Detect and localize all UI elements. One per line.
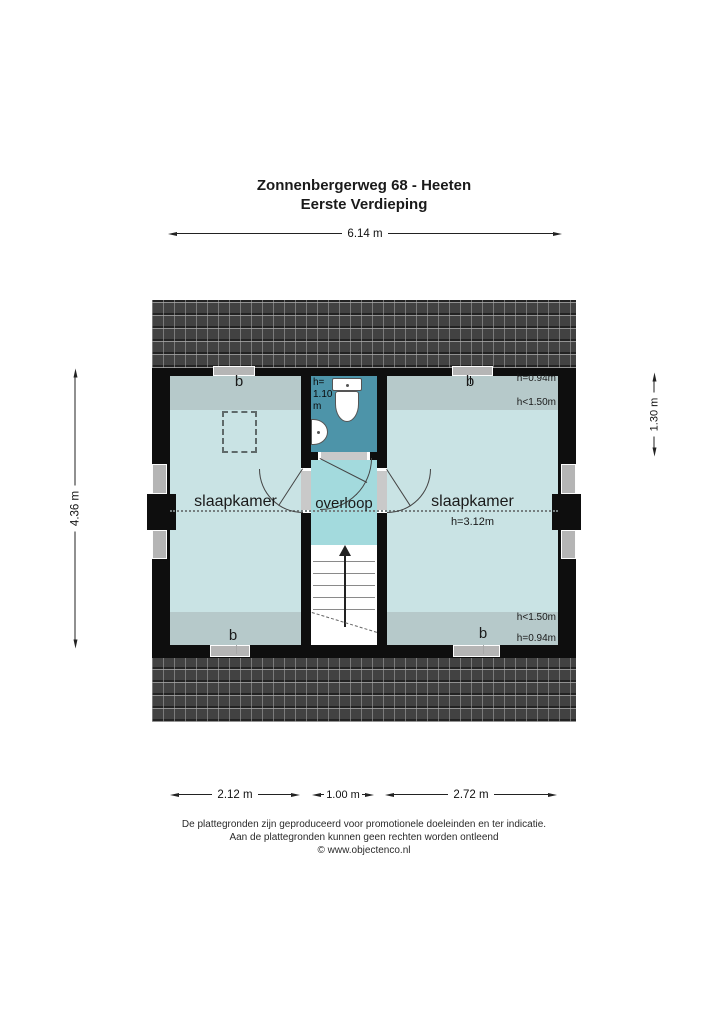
plan-title-floor: Eerste Verdieping	[300, 196, 428, 213]
dimension-right-label: 1.30 m	[648, 397, 660, 432]
skylight-tick	[236, 645, 237, 654]
arrow-right-icon	[291, 793, 300, 797]
dimension-bottom-left-label: 2.12 m	[217, 788, 253, 801]
arrow-left-icon	[652, 448, 656, 457]
height-note-top-eave: h=0.94m	[516, 373, 556, 384]
toilet-icon	[332, 378, 362, 391]
skylight-label-top-left: b	[234, 373, 244, 390]
arrow-right-icon	[365, 793, 374, 797]
roof-top	[152, 300, 576, 368]
dimension-left-label: 4.36 m	[69, 490, 81, 527]
skylight-bottom-right	[453, 645, 500, 657]
disclaimer	[0, 818, 728, 857]
skylight-bottom-left	[210, 645, 250, 657]
up-arrow-head-icon	[339, 545, 351, 556]
arrow-left-icon	[312, 793, 321, 797]
bedroom-right-label: slaapkamer	[431, 493, 514, 510]
dimension-bottom-middle	[312, 788, 374, 801]
skylight-label-bottom-left: b	[228, 627, 238, 644]
arrow-left-icon	[170, 793, 179, 797]
arrow-right-icon	[73, 368, 77, 377]
copyright-line: © www.objectenco.nl	[317, 845, 411, 856]
arrow-right-icon	[652, 372, 656, 381]
arrow-right-icon	[548, 793, 557, 797]
dimension-bottom-left	[170, 788, 300, 801]
bedroom-left-label: slaapkamer	[194, 493, 277, 510]
landing-label: overloop	[315, 495, 373, 512]
plan-title	[0, 176, 728, 214]
dimension-top-label: 6.14 m	[347, 227, 383, 240]
skylight-tick	[483, 645, 484, 654]
height-note-bottom-150: h<1.50m	[516, 612, 556, 623]
dimension-bottom-middle-label: 1.00 m	[326, 788, 360, 801]
arrow-right-icon	[553, 232, 562, 236]
toilet-height-note: h= 1.10 m	[313, 377, 333, 412]
window-left-lower	[152, 530, 167, 559]
arrow-left-icon	[168, 232, 177, 236]
dimension-top	[168, 227, 562, 240]
dashed-outline	[222, 411, 257, 453]
skylight-label-bottom-right: b	[478, 625, 488, 642]
door-opening-bedroom-right	[377, 468, 387, 513]
height-note-top-150: h<1.50m	[516, 397, 556, 408]
disclaimer-line-2: Aan de plattegronden kunnen geen rechten worden ontleend	[229, 832, 499, 843]
height-note-bottom-eave: h=0.94m	[516, 633, 556, 644]
roof-bottom	[152, 658, 576, 722]
dimension-left	[69, 369, 82, 649]
disclaimer-line-1: De plattegronden zijn geproduceerd voor promotionele doeleinden en ter indicatie.	[181, 819, 547, 830]
bedroom-right-ridge-height: h=3.12m	[450, 516, 495, 528]
window-left-upper	[152, 464, 167, 494]
skylight-label-top-right: b	[465, 373, 475, 390]
arrow-left-icon	[73, 640, 77, 649]
window-right-lower	[561, 530, 576, 559]
up-arrow-icon	[344, 555, 346, 627]
window-right-upper	[561, 464, 576, 494]
plan-title-address: Zonnenbergerweg 68 - Heeten	[256, 177, 472, 194]
dimension-right	[648, 373, 661, 457]
arrow-left-icon	[385, 793, 394, 797]
dimension-bottom-right	[385, 788, 557, 801]
dimension-bottom-right-label: 2.72 m	[453, 788, 489, 801]
